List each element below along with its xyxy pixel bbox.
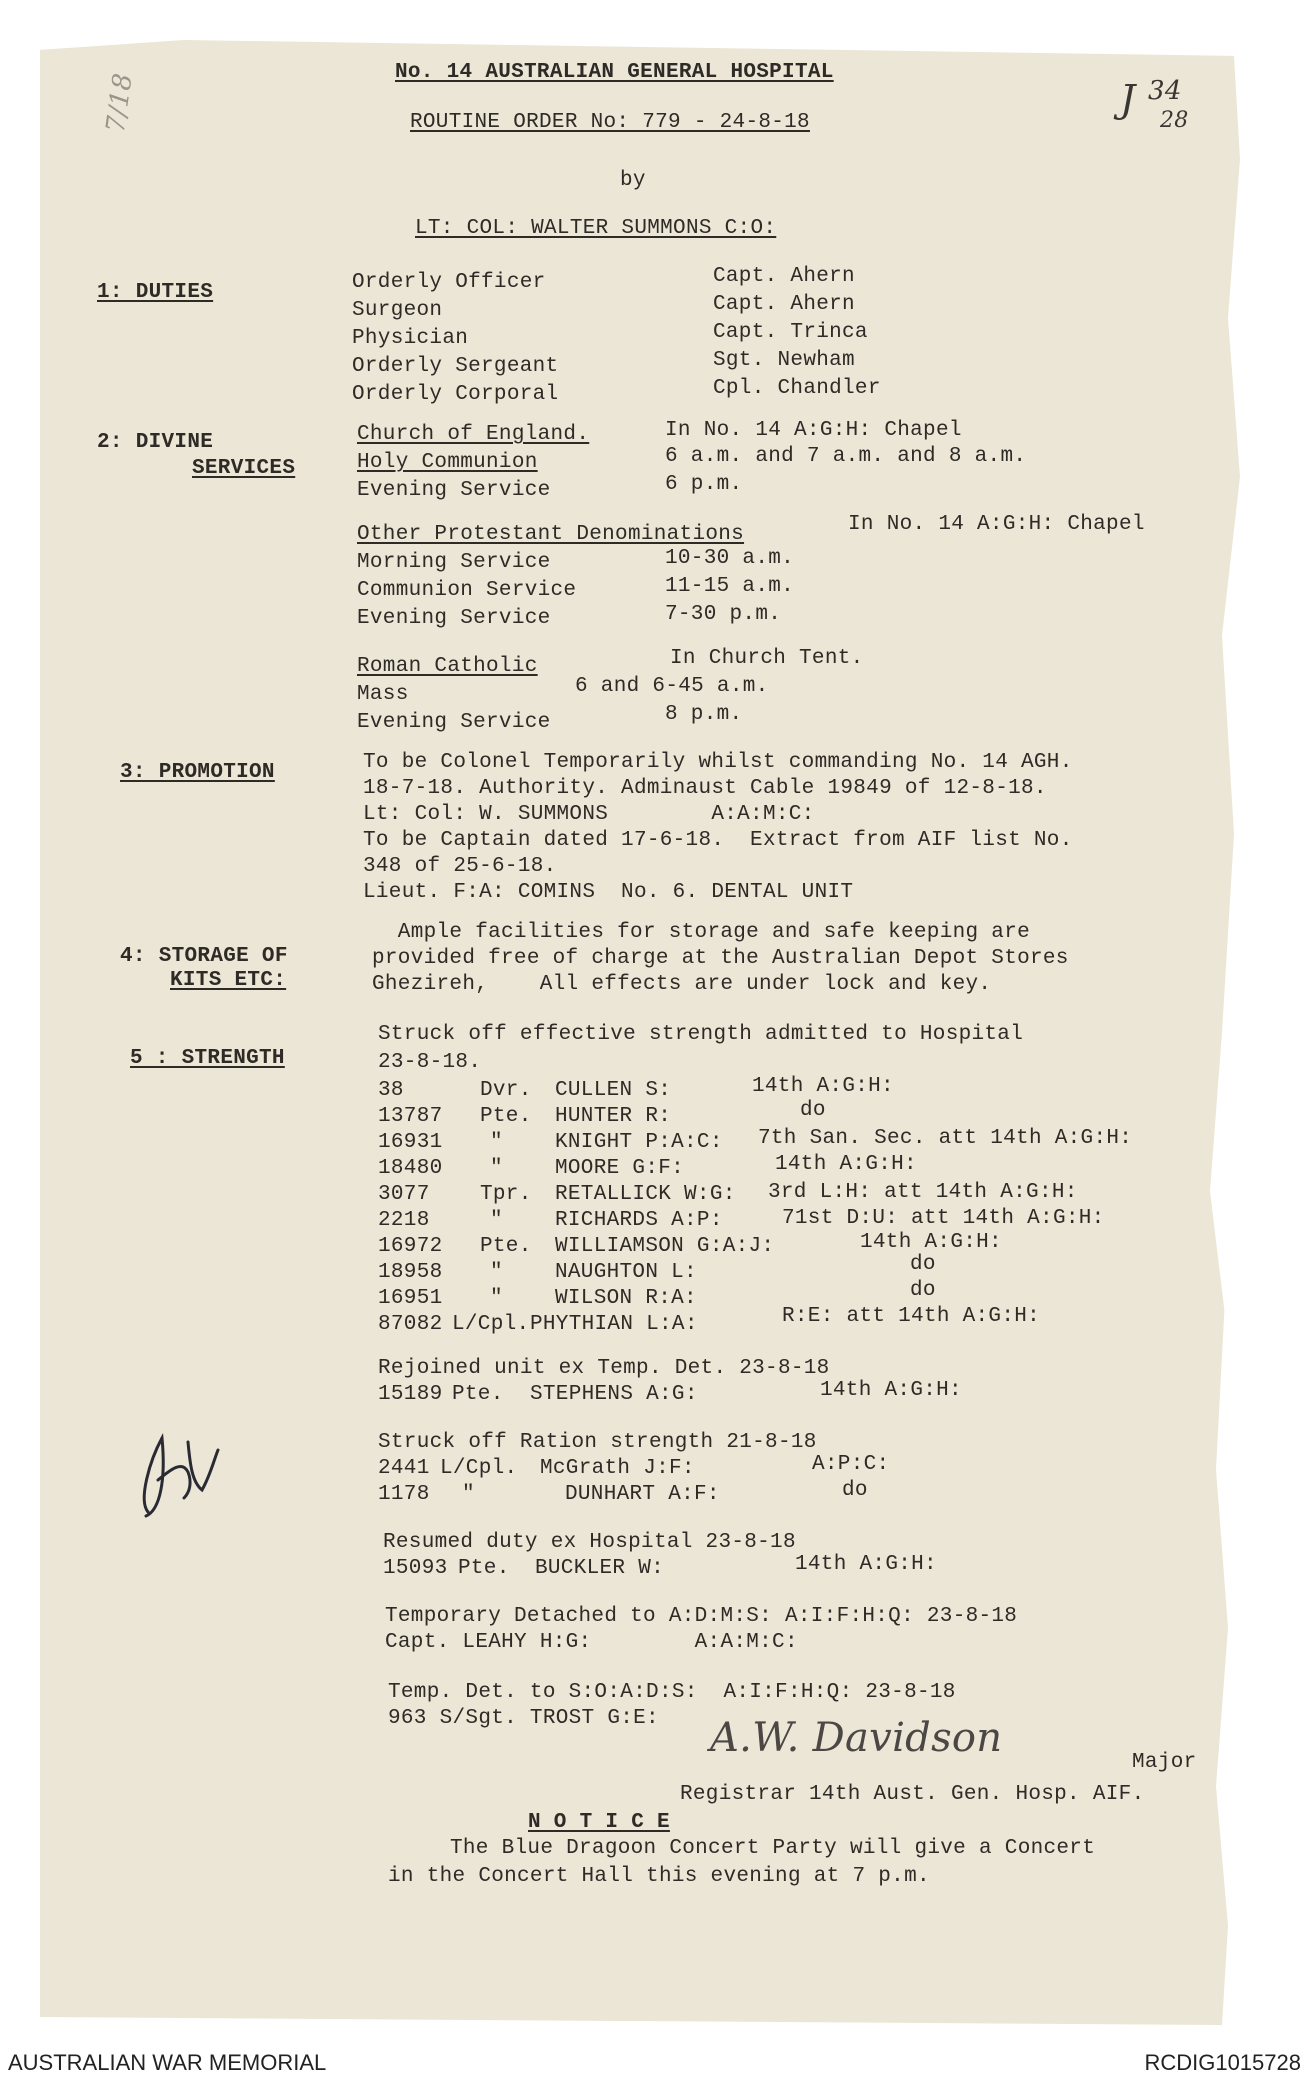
soldier-unit: do xyxy=(842,1479,868,1502)
section-promotion-label: 3: PROMOTION xyxy=(120,761,275,784)
service-no: 3077 xyxy=(378,1183,430,1206)
church-of-england-place: In No. 14 A:G:H: Chapel xyxy=(665,419,962,442)
service-no: 18480 xyxy=(378,1157,443,1180)
storage-line: provided free of charge at the Australian Depot Stores xyxy=(372,947,1069,970)
temp-det-row: 963 S/Sgt. TROST G:E: xyxy=(388,1707,659,1730)
soldier-unit: 14th A:G:H: xyxy=(752,1075,894,1098)
soldier-name: MOORE G:F: xyxy=(555,1157,685,1180)
soldier-name: STEPHENS A:G: xyxy=(530,1383,698,1406)
soldier-unit: 7th San. Sec. att 14th A:G:H: xyxy=(758,1127,1133,1150)
service-name: Evening Service xyxy=(357,711,551,734)
service-time: 11-15 a.m. xyxy=(665,575,795,598)
service-name: Communion Service xyxy=(357,579,577,602)
duty-role: Surgeon xyxy=(352,299,443,322)
notice-heading: N O T I C E xyxy=(528,1811,670,1834)
catholic-title: Roman Catholic xyxy=(357,655,538,678)
section-strength-heading xyxy=(130,1048,285,1069)
duty-name: Sgt. Newham xyxy=(713,349,855,372)
service-time: 10-30 a.m. xyxy=(665,547,795,570)
duty-role: Physician xyxy=(352,327,469,350)
margin-note-right-sub: 28 xyxy=(1160,108,1189,133)
service-time: 6 p.m. xyxy=(665,473,743,496)
rank: Pte. xyxy=(452,1383,504,1406)
rank: " xyxy=(490,1131,503,1154)
rank: " xyxy=(490,1261,503,1284)
soldier-unit: 14th A:G:H: xyxy=(820,1379,962,1402)
duty-name: Cpl. Chandler xyxy=(713,377,881,400)
signature: A.W. Davidson xyxy=(710,1715,1003,1761)
rank: " xyxy=(462,1483,475,1506)
routine-order-number: ROUTINE ORDER No: 779 - 24-8-18 xyxy=(410,111,810,134)
soldier-name: KNIGHT P:A:C: xyxy=(555,1131,723,1154)
soldier-unit: R:E: att 14th A:G:H: xyxy=(782,1305,1041,1328)
catholic-place: In Church Tent. xyxy=(670,647,864,670)
rejoined-title: Rejoined unit ex Temp. Det. 23-8-18 xyxy=(378,1357,830,1380)
signature-title: Registrar 14th Aust. Gen. Hosp. AIF. xyxy=(680,1783,1145,1806)
initials-mark xyxy=(130,1420,240,1530)
soldier-unit: 14th A:G:H: xyxy=(775,1153,917,1176)
service-name: Morning Service xyxy=(357,551,551,574)
rank: " xyxy=(490,1287,503,1310)
rank: Pte. xyxy=(480,1105,532,1128)
rank: Pte. xyxy=(458,1557,510,1580)
service-time: 6 and 6-45 a.m. xyxy=(575,675,769,698)
service-no: 2218 xyxy=(378,1209,430,1232)
soldier-name: RETALLICK W:G: xyxy=(555,1183,736,1206)
section-divine-heading-2: SERVICES xyxy=(192,457,296,480)
soldier-name: CULLEN S: xyxy=(555,1079,672,1102)
rank: L/Cpl. xyxy=(452,1313,530,1336)
rank: L/Cpl. xyxy=(440,1457,518,1480)
rank: Tpr. xyxy=(480,1183,532,1206)
section-storage-heading-1: 4: STORAGE OF xyxy=(120,945,288,968)
archive-footer xyxy=(0,2040,1313,2082)
promotion-line: 18-7-18. Authority. Adminaust Cable 19849 of 12-8-18. xyxy=(363,777,1047,800)
margin-note-left: 7/18 xyxy=(100,71,139,135)
service-no: 87082 xyxy=(378,1313,443,1336)
rank: Pte. xyxy=(480,1235,532,1258)
archive-reference: RCDIG1015728 xyxy=(1144,2050,1301,2075)
soldier-name: BUCKLER W: xyxy=(535,1557,665,1580)
notice-line: The Blue Dragoon Concert Party will give a Concert xyxy=(450,1837,1096,1860)
section-strength-label: 5 : STRENGTH xyxy=(130,1047,285,1070)
duty-name: Capt. Trinca xyxy=(713,321,868,344)
promotion-line: Lieut. F:A: COMINS No. 6. DENTAL UNIT xyxy=(363,881,854,904)
storage-line: Ample facilities for storage and safe keeping are xyxy=(372,921,1031,944)
rank: " xyxy=(490,1209,503,1232)
section-duties-label: 1: DUTIES xyxy=(97,281,214,304)
service-name: Evening Service xyxy=(357,607,551,630)
soldier-unit: 14th A:G:H: xyxy=(860,1231,1002,1254)
soldier-unit: do xyxy=(910,1279,936,1302)
service-no: 15189 xyxy=(378,1383,443,1406)
soldier-unit: 14th A:G:H: xyxy=(795,1553,937,1576)
church-of-england-title: Church of England. xyxy=(357,423,590,446)
notice-line: in the Concert Hall this evening at 7 p.m. xyxy=(388,1865,930,1888)
duty-role: Orderly Officer xyxy=(352,271,546,294)
duty-role: Orderly Sergeant xyxy=(352,355,559,378)
soldier-name: RICHARDS A:P: xyxy=(555,1209,723,1232)
rank: Dvr. xyxy=(480,1079,532,1102)
storage-line: Ghezireh, All effects are under lock and key. xyxy=(372,973,992,996)
strength-intro-line: 23-8-18. xyxy=(378,1051,482,1074)
section-duties-heading xyxy=(97,282,213,303)
protestant-place: In No. 14 A:G:H: Chapel xyxy=(848,513,1145,536)
section-promotion-heading xyxy=(120,762,275,783)
soldier-unit: do xyxy=(910,1253,936,1276)
hospital-title: No. 14 AUSTRALIAN GENERAL HOSPITAL xyxy=(395,61,834,84)
duty-name: Capt. Ahern xyxy=(713,265,855,288)
signature-rank: Major xyxy=(1132,1751,1197,1774)
service-no: 18958 xyxy=(378,1261,443,1284)
margin-note-right-number: 34 xyxy=(1148,76,1182,106)
service-no: 2441 xyxy=(378,1457,430,1480)
soldier-name: DUNHART A:F: xyxy=(565,1483,720,1506)
service-name: Mass xyxy=(357,683,409,706)
duty-name: Capt. Ahern xyxy=(713,293,855,316)
archive-name: AUSTRALIAN WAR MEMORIAL xyxy=(8,2050,327,2075)
service-no: 1178 xyxy=(378,1483,430,1506)
service-time: 7-30 p.m. xyxy=(665,603,782,626)
rank: " xyxy=(490,1157,503,1180)
section-storage-heading-2: KITS ETC: xyxy=(170,969,287,992)
service-name: Holy Communion xyxy=(357,451,538,474)
soldier-name: PHYTHIAN L:A: xyxy=(530,1313,698,1336)
handwritten-initials xyxy=(130,1420,240,1530)
detached-row: Capt. LEAHY H:G: A:A:M:C: xyxy=(385,1631,798,1654)
soldier-name: NAUGHTON L: xyxy=(555,1261,697,1284)
detached-title: Temporary Detached to A:D:M:S: A:I:F:H:Q: 23-8-18 xyxy=(385,1605,1018,1628)
soldier-unit: do xyxy=(800,1099,826,1122)
service-no: 16951 xyxy=(378,1287,443,1310)
soldier-unit: A:P:C: xyxy=(812,1453,890,1476)
ration-title: Struck off Ration strength 21-8-18 xyxy=(378,1431,817,1454)
service-no: 38 xyxy=(378,1079,404,1102)
service-no: 16972 xyxy=(378,1235,443,1258)
service-name: Evening Service xyxy=(357,479,551,502)
duty-role: Orderly Corporal xyxy=(352,383,559,406)
service-time: 6 a.m. and 7 a.m. and 8 a.m. xyxy=(665,445,1027,468)
temp-det-title: Temp. Det. to S:O:A:D:S: A:I:F:H:Q: 23-8-18 xyxy=(388,1681,956,1704)
soldier-name: WILLIAMSON G:A:J: xyxy=(555,1235,775,1258)
service-no: 16931 xyxy=(378,1131,443,1154)
resumed-title: Resumed duty ex Hospital 23-8-18 xyxy=(383,1531,796,1554)
soldier-unit: 71st D:U: att 14th A:G:H: xyxy=(782,1207,1105,1230)
protestant-title: Other Protestant Denominations xyxy=(357,523,745,546)
soldier-unit: 3rd L:H: att 14th A:G:H: xyxy=(768,1181,1078,1204)
strength-intro-line: Struck off effective strength admitted to Hospital xyxy=(378,1023,1024,1046)
promotion-line: To be Colonel Temporarily whilst commanding No. 14 AGH. xyxy=(363,751,1073,774)
service-time: 8 p.m. xyxy=(665,703,743,726)
margin-note-right-letter: J xyxy=(1120,77,1136,121)
section-divine-heading-1: 2: DIVINE xyxy=(97,431,214,454)
commanding-officer: LT: COL: WALTER SUMMONS C:O: xyxy=(415,217,777,240)
soldier-name: HUNTER R: xyxy=(555,1105,672,1128)
by-line: by xyxy=(620,169,646,192)
service-no: 13787 xyxy=(378,1105,443,1128)
service-no: 15093 xyxy=(383,1557,448,1580)
promotion-line: 348 of 25-6-18. xyxy=(363,855,557,878)
soldier-name: WILSON R:A: xyxy=(555,1287,697,1310)
promotion-line: To be Captain dated 17-6-18. Extract from AIF list No. xyxy=(363,829,1073,852)
promotion-line: Lt: Col: W. SUMMONS A:A:M:C: xyxy=(363,803,815,826)
soldier-name: McGrath J:F: xyxy=(540,1457,695,1480)
